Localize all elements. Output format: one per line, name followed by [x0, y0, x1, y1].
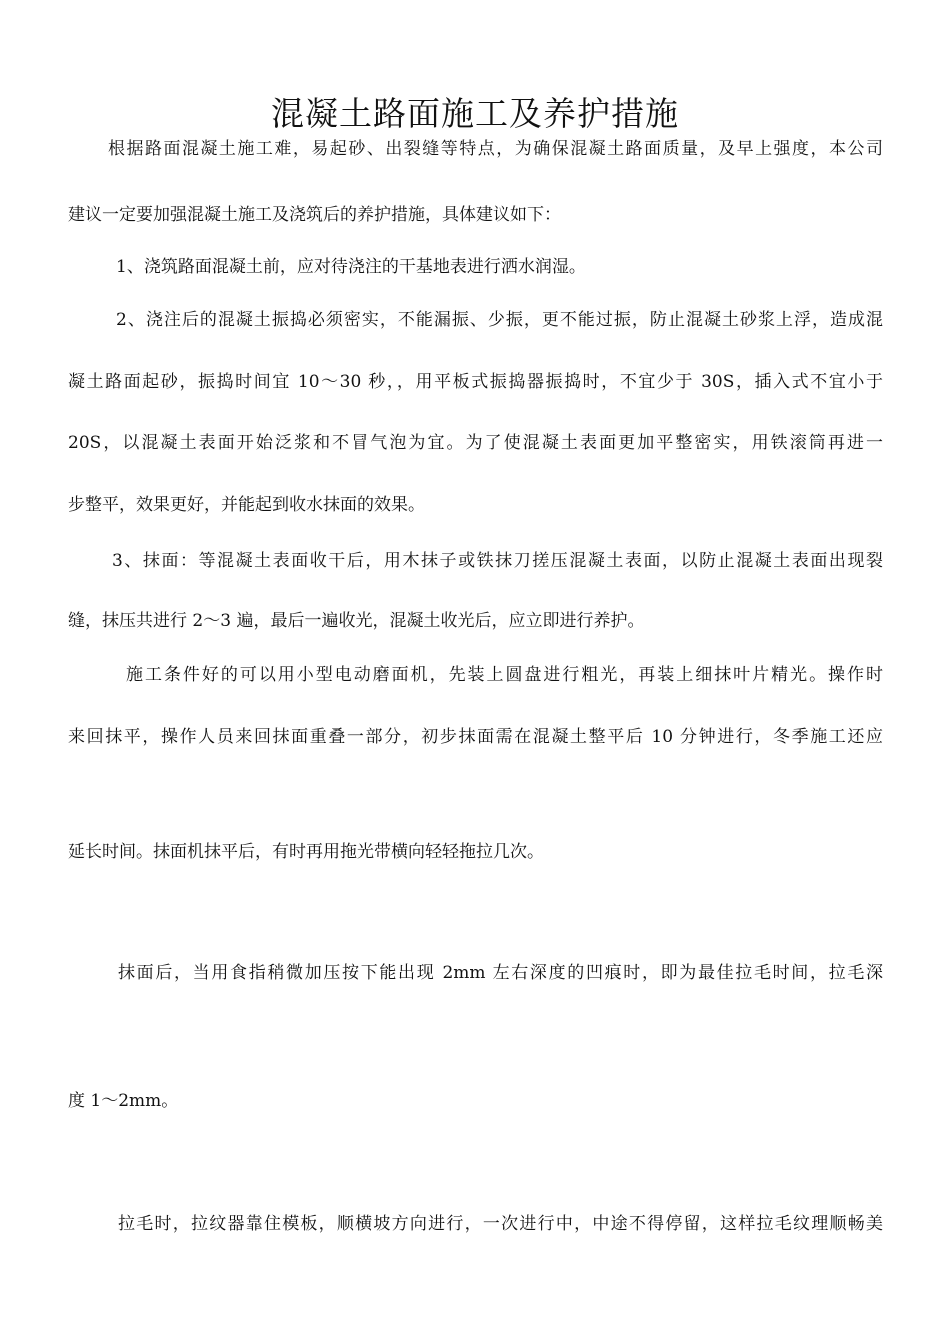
- paragraph-line: 来回抹平，操作人员来回抹面重叠一部分，初步抹面需在混凝土整平后 10 分钟进行，冬季施工还应: [68, 727, 883, 747]
- paragraph-line: 度 1～2mm。: [68, 1091, 179, 1111]
- paragraph-line: 延长时间。抹面机抹平后，有时再用拖光带横向轻轻拖拉几次。: [68, 842, 544, 862]
- document-title: 混凝土路面施工及养护措施: [271, 94, 679, 133]
- paragraph-line: 20S，以混凝土表面开始泛浆和不冒气泡为宜。为了使混凝土表面更加平整密实，用铁滚筒再进一: [68, 433, 883, 453]
- paragraph-line: 根据路面混凝土施工难，易起砂、出裂缝等特点，为确保混凝土路面质量，及早上强度，本公司: [108, 139, 883, 159]
- paragraph-line: 凝土路面起砂，振捣时间宜 10～30 秒，，用平板式振捣器振捣时，不宜少于 30S，插入式不宜小于: [68, 372, 883, 392]
- paragraph-line: 缝，抹压共进行 2～3 遍，最后一遍收光，混凝土收光后，应立即进行养护。: [68, 611, 645, 631]
- paragraph-line: 抹面后，当用食指稍微加压按下能出现 2mm 左右深度的凹痕时，即为最佳拉毛时间，拉毛深: [118, 963, 883, 983]
- paragraph-line: 3、抹面：等混凝土表面收干后，用木抹子或铁抹刀搓压混凝土表面，以防止混凝土表面出现裂: [112, 551, 883, 571]
- paragraph-line: 施工条件好的可以用小型电动磨面机，先装上圆盘进行粗光，再装上细抹叶片精光。操作时: [126, 665, 883, 685]
- paragraph-line: 2、浇注后的混凝土振捣必须密实，不能漏振、少振，更不能过振，防止混凝土砂浆上浮，造成混: [116, 310, 883, 330]
- paragraph-line: 1、浇筑路面混凝土前，应对待浇注的干基地表进行洒水润湿。: [116, 257, 586, 277]
- paragraph-line: 拉毛时，拉纹器靠住模板，顺横坡方向进行，一次进行中，中途不得停留，这样拉毛纹理顺畅美: [118, 1214, 883, 1234]
- paragraph-line: 建议一定要加强混凝土施工及浇筑后的养护措施，具体建议如下：: [68, 205, 561, 225]
- paragraph-line: 步整平，效果更好，并能起到收水抹面的效果。: [68, 495, 425, 515]
